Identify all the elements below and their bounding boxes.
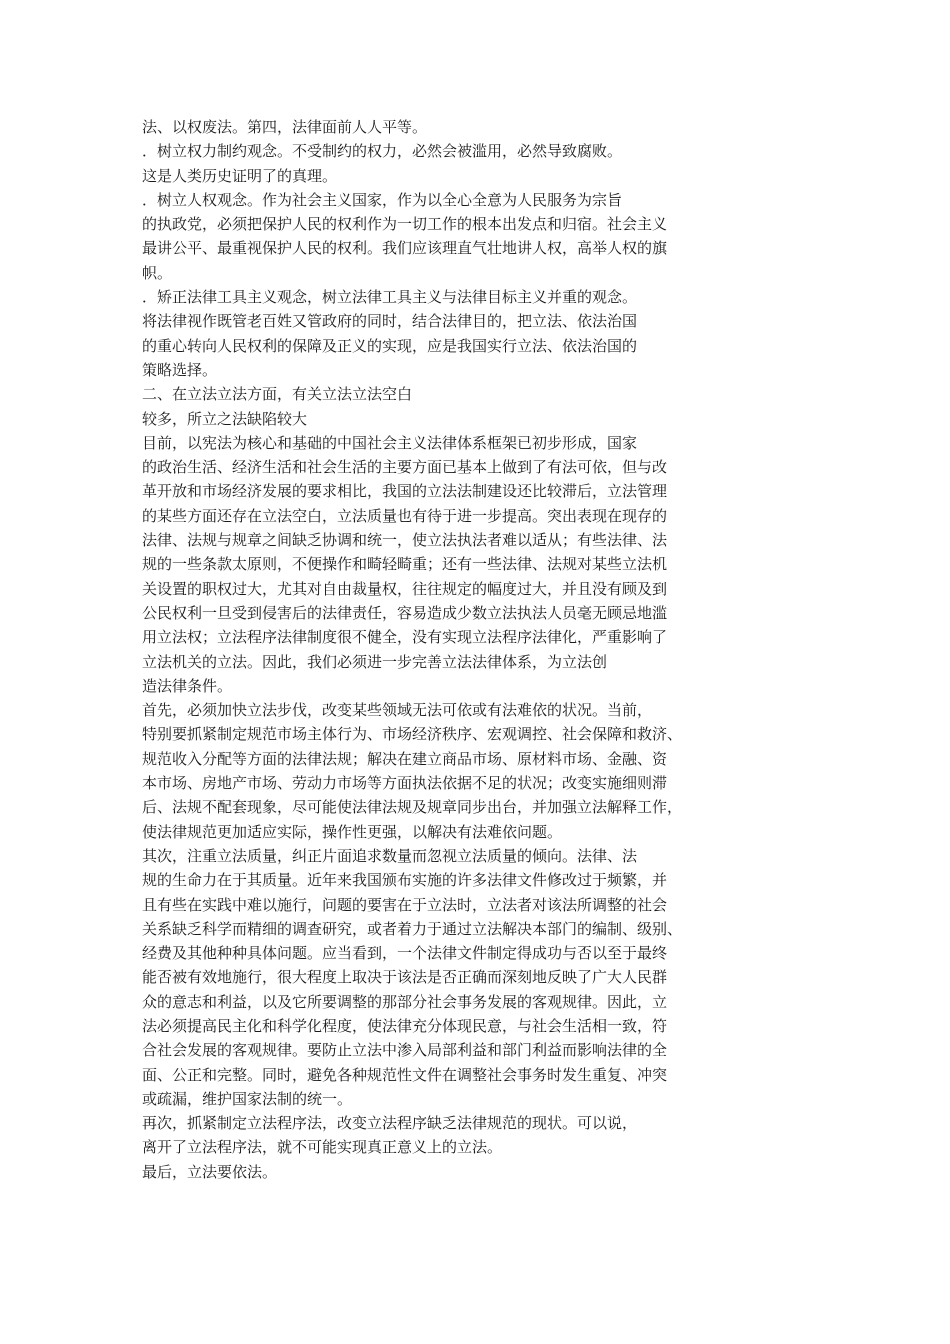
text-line: 本市场、房地产市场、劳动力市场等方面执法依据不足的状况；改变实施细则滞	[142, 774, 668, 793]
text-line: 特别要抓紧制定规范市场主体行为、市场经济秩序、宏观调控、社会保障和救济、	[142, 725, 683, 744]
text-line: 关设置的职权过大，尤其对自由裁量权，往往规定的幅度过大，并且没有顾及到	[142, 579, 668, 598]
text-line: ．矫正法律工具主义观念，树立法律工具主义与法律目标主义并重的观念。	[142, 288, 638, 307]
text-line: ．树立权力制约观念。不受制约的权力，必然会被滥用，必然导致腐败。	[142, 142, 623, 161]
text-line: 离开了立法程序法，就不可能实现真正意义上的立法。	[142, 1138, 503, 1157]
text-line: 面、公正和完整。同时，避免各种规范性文件在调整社会事务时发生重复、冲突	[142, 1065, 668, 1084]
text-line: 策略选择。	[142, 360, 218, 379]
text-line: 的政治生活、经济生活和社会生活的主要方面已基本上做到了有法可依，但与改	[142, 458, 668, 477]
text-line: 首先，必须加快立法步伐，改变某些领域无法可依或有法难依的状况。当前，	[142, 701, 653, 720]
text-line: 经费及其他种种具体问题。应当看到，一个法律文件制定得成功与否以至于最终	[142, 944, 668, 963]
text-line: 法律、法规与规章之间缺乏协调和统一，使立法执法者难以适从；有些法律、法	[142, 531, 668, 550]
text-line: 将法律视作既管老百姓又管政府的同时，结合法律目的，把立法、依法治国	[142, 312, 638, 331]
text-line: 用立法权；立法程序法律制度很不健全，没有实现立法程序法律化，严重影响了	[142, 628, 668, 647]
text-line: 革开放和市场经济发展的要求相比，我国的立法法制建设还比较滞后，立法管理	[142, 482, 668, 501]
text-line: 关系缺乏科学而精细的调查研究，或者着力于通过立法解决本部门的编制、级别、	[142, 919, 683, 938]
text-line: 其次，注重立法质量，纠正片面追求数量而忽视立法质量的倾向。法律、法	[142, 846, 638, 865]
text-line: 最讲公平、最重视保护人民的权利。我们应该理直气壮地讲人权，高举人权的旗	[142, 239, 668, 258]
text-line: 公民权利一旦受到侵害后的法律责任，容易造成少数立法执法人员毫无顾忌地滥	[142, 603, 668, 622]
text-line: 这是人类历史证明了的真理。	[142, 166, 338, 185]
text-line: 最后，立法要依法。	[142, 1162, 278, 1181]
text-line: 目前，以宪法为核心和基础的中国社会主义法律体系框架已初步形成，国家	[142, 433, 638, 452]
text-line: 立法机关的立法。因此，我们必须进一步完善立法法律体系，为立法创	[142, 652, 608, 671]
text-line: 法必须提高民主化和科学化程度，使法律充分体现民意，与社会生活相一致，符	[142, 1016, 668, 1035]
document-body-text	[142, 115, 742, 1184]
text-line: 规的生命力在于其质量。近年来我国颁布实施的许多法律文件修改过于频繁，并	[142, 871, 668, 890]
text-line: 规的一些条款太原则，不便操作和畸轻畸重；还有一些法律、法规对某些立法机	[142, 555, 668, 574]
text-line: ．树立人权观念。作为社会主义国家，作为以全心全意为人民服务为宗旨	[142, 190, 623, 209]
text-line: 法、以权废法。第四，法律面前人人平等。	[142, 118, 428, 136]
text-line: 或疏漏，维护国家法制的统一。	[142, 1089, 353, 1108]
text-line: 众的意志和利益，以及它所要调整的那部分社会事务发展的客观规律。因此，立	[142, 992, 668, 1011]
text-line: 使法律规范更加适应实际，操作性更强，以解决有法难依问题。	[142, 822, 563, 841]
text-line: 较多，所立之法缺陷较大	[142, 409, 308, 428]
text-line: 的执政党，必须把保护人民的权利作为一切工作的根本出发点和归宿。社会主义	[142, 215, 668, 234]
text-line: 再次，抓紧制定立法程序法，改变立法程序缺乏法律规范的现状。可以说，	[142, 1114, 638, 1133]
text-line: 的某些方面还存在立法空白，立法质量也有待于进一步提高。突出表现在现存的	[142, 506, 668, 525]
text-line: 能否被有效地施行，很大程度上取决于该法是否正确而深刻地反映了广大人民群	[142, 968, 668, 987]
text-line: 的重心转向人民权利的保障及正义的实现，应是我国实行立法、依法治国的	[142, 336, 638, 355]
text-line: 后、法规不配套现象，尽可能使法律法规及规章同步出台，并加强立法解释工作，	[142, 798, 683, 817]
text-line: 规范收入分配等方面的法律法规；解决在建立商品市场、原材料市场、金融、资	[142, 749, 668, 768]
text-line: 且有些在实践中难以施行，问题的要害在于立法时，立法者对该法所调整的社会	[142, 895, 668, 914]
text-line: 造法律条件。	[142, 676, 233, 695]
text-line: 二、在立法立法方面，有关立法立法空白	[142, 385, 413, 404]
text-line: 帜。	[142, 263, 173, 282]
text-line: 合社会发展的客观规律。要防止立法中渗入局部利益和部门利益而影响法律的全	[142, 1041, 668, 1060]
